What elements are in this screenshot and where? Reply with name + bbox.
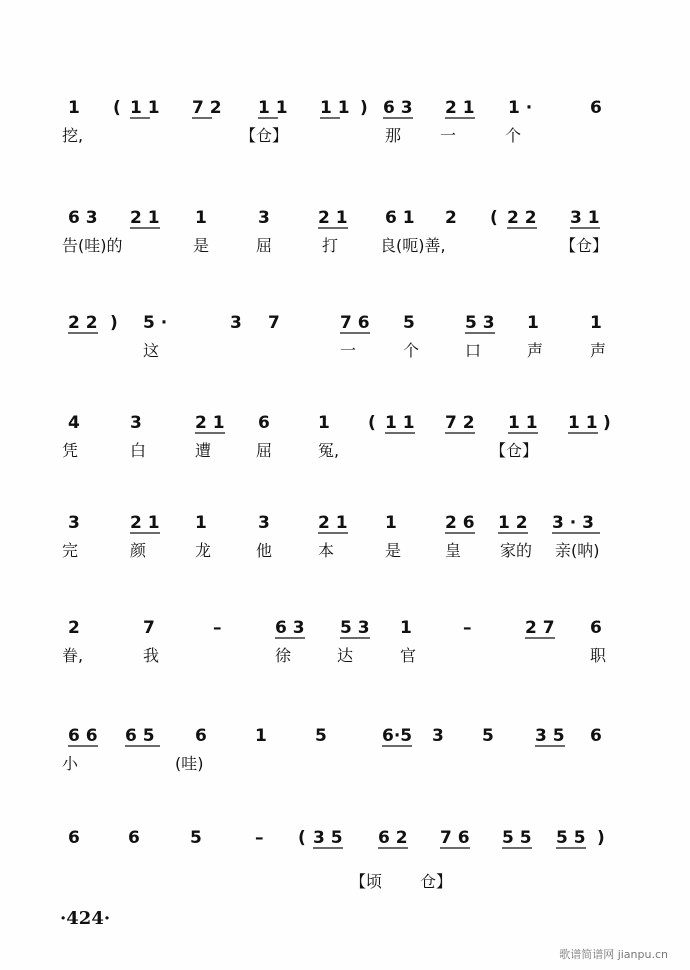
lyric: 亲(呐) — [555, 541, 600, 560]
slur-marks — [0, 515, 690, 575]
note-group: 3 5 — [313, 828, 343, 848]
note-group: 3 · 3 — [552, 513, 594, 533]
note-group: 2 2 — [507, 208, 537, 228]
note-group: 3 1 — [570, 208, 600, 228]
lyric: 一 — [340, 341, 357, 360]
lyric: 白 — [130, 441, 147, 460]
lyric: 小 — [62, 754, 79, 773]
watermark: 歌谱简谱网 jianpu.cn — [559, 948, 668, 961]
lyric: 职 — [590, 646, 607, 665]
note-group: 6 3 — [68, 208, 98, 228]
lyric: 个 — [505, 126, 522, 145]
note-group: 2 2 — [68, 313, 98, 333]
lyric: 是 — [385, 541, 402, 560]
lyric: 冤, — [318, 441, 340, 460]
bracket-open: ( — [113, 98, 121, 118]
note-group: 7 — [143, 618, 155, 638]
note-group: – — [213, 618, 222, 638]
note-group: 4 — [68, 413, 80, 433]
lyric: 这 — [143, 341, 160, 360]
note-group: 5 — [315, 726, 327, 746]
note-group: 1 — [400, 618, 412, 638]
score-system-1 — [0, 100, 690, 160]
note-group: 6·5 — [382, 726, 413, 746]
note-group: 3 — [68, 513, 80, 533]
note-group: 1 1 — [508, 413, 538, 433]
bracket-open: ( — [368, 413, 376, 433]
note-group: 1 — [195, 513, 207, 533]
note-group: 2 — [445, 208, 457, 228]
lyric: 龙 — [195, 541, 212, 560]
note-group: 2 1 — [318, 208, 348, 228]
lyric: 遭 — [195, 441, 212, 460]
note-group: 2 1 — [195, 413, 225, 433]
note-group: 1 — [195, 208, 207, 228]
slur-marks — [0, 830, 690, 890]
note-group: 1 — [590, 313, 602, 333]
lyric: 那 — [385, 126, 402, 145]
note-group: 1 — [527, 313, 539, 333]
note-group: 5 — [190, 828, 202, 848]
note-group: – — [463, 618, 472, 638]
note-group: 6 5 — [125, 726, 155, 746]
lyric: 良(呃)善, — [380, 236, 446, 255]
note-group: 6 6 — [68, 726, 98, 746]
lyric: 我 — [143, 646, 160, 665]
note-group: 1 1 — [258, 98, 288, 118]
note-group: 1 — [385, 513, 397, 533]
lyric-bracket: 【顷 — [350, 872, 383, 891]
note-group: 6 2 — [378, 828, 408, 848]
lyric: 本 — [318, 541, 335, 560]
lyric: 颜 — [130, 541, 147, 560]
bracket-open: ( — [298, 828, 306, 848]
note-group: 3 — [432, 726, 444, 746]
lyric-bracket: 【仓】 — [240, 126, 289, 145]
score-system-2 — [0, 210, 690, 270]
note-group: 6 3 — [383, 98, 413, 118]
note-group: 1 1 — [130, 98, 160, 118]
lyric: 屈 — [256, 441, 273, 460]
lyric-bracket: 仓】 — [420, 872, 453, 891]
note-group: 7 — [268, 313, 280, 333]
lyric: 完 — [62, 541, 79, 560]
lyric: 官 — [400, 646, 417, 665]
lyric: 口 — [465, 341, 482, 360]
lyric: 徐 — [275, 646, 292, 665]
note-group: 6 — [68, 828, 80, 848]
lyric: 达 — [337, 646, 354, 665]
lyric: 眷, — [62, 646, 84, 665]
score-system-3 — [0, 315, 690, 375]
note-group: 3 — [130, 413, 142, 433]
note-group: 6 — [195, 726, 207, 746]
note-group: 1 2 — [498, 513, 528, 533]
lyric: 声 — [527, 341, 544, 360]
note-group: 3 5 — [535, 726, 565, 746]
note-group: 5 · — [143, 313, 168, 333]
note-group: 3 — [230, 313, 242, 333]
note-group: 7 6 — [340, 313, 370, 333]
note-group: 6 — [590, 618, 602, 638]
note-group: 5 5 — [502, 828, 532, 848]
note-group: 1 — [255, 726, 267, 746]
lyric: 一 — [440, 126, 457, 145]
lyric: (哇) — [175, 754, 204, 773]
note-group: 2 1 — [130, 208, 160, 228]
lyric: 告(哇)的 — [62, 236, 123, 255]
note-group: 1 — [68, 98, 80, 118]
slur-marks — [0, 210, 690, 270]
note-group: 2 1 — [130, 513, 160, 533]
note-group: 5 — [482, 726, 494, 746]
note-group: 3 — [258, 208, 270, 228]
note-group: 7 2 — [445, 413, 475, 433]
note-group: 1 1 — [320, 98, 350, 118]
lyric-bracket: 【仓】 — [560, 236, 609, 255]
score-system-7 — [0, 728, 690, 788]
note-group: 6 3 — [275, 618, 305, 638]
page-number: ·424· — [60, 908, 111, 929]
note-group: 2 — [68, 618, 80, 638]
lyric: 屈 — [256, 236, 273, 255]
note-group: 5 5 — [556, 828, 586, 848]
lyric: 挖, — [62, 126, 84, 145]
note-group: 2 7 — [525, 618, 555, 638]
note-group: 6 — [590, 98, 602, 118]
bracket-close: ) — [360, 98, 368, 118]
lyric: 他 — [256, 541, 273, 560]
lyric: 皇 — [445, 541, 462, 560]
slur-marks — [0, 315, 690, 375]
note-group: 7 6 — [440, 828, 470, 848]
note-group: 1 1 — [568, 413, 598, 433]
note-group: 2 1 — [318, 513, 348, 533]
slur-marks — [0, 728, 690, 788]
lyric-bracket: 【仓】 — [490, 441, 539, 460]
slur-marks — [0, 100, 690, 160]
note-group: 3 — [258, 513, 270, 533]
bracket-open: ( — [490, 208, 498, 228]
lyric: 是 — [193, 236, 210, 255]
lyric: 声 — [590, 341, 607, 360]
lyric: 个 — [403, 341, 420, 360]
note-group: 2 6 — [445, 513, 475, 533]
note-group: 1 1 — [385, 413, 415, 433]
lyric: 打 — [322, 236, 339, 255]
note-group: 6 — [258, 413, 270, 433]
slur-marks — [0, 620, 690, 680]
score-system-6 — [0, 620, 690, 680]
note-group: 1 · — [508, 98, 533, 118]
bracket-close: ) — [603, 413, 611, 433]
note-group: 5 3 — [340, 618, 370, 638]
bracket-close: ) — [110, 313, 118, 333]
lyric: 家的 — [500, 541, 533, 560]
note-group: 7 2 — [192, 98, 222, 118]
note-group: 5 — [403, 313, 415, 333]
slur-marks — [0, 415, 690, 475]
score-system-5 — [0, 515, 690, 575]
note-group: 5 3 — [465, 313, 495, 333]
bracket-close: ) — [597, 828, 605, 848]
score-system-4 — [0, 415, 690, 475]
score-system-8 — [0, 830, 690, 890]
note-group: 6 1 — [385, 208, 415, 228]
note-group: 1 — [318, 413, 330, 433]
lyric: 凭 — [62, 441, 79, 460]
note-group: – — [255, 828, 264, 848]
note-group: 2 1 — [445, 98, 475, 118]
note-group: 6 — [128, 828, 140, 848]
note-group: 6 — [590, 726, 602, 746]
